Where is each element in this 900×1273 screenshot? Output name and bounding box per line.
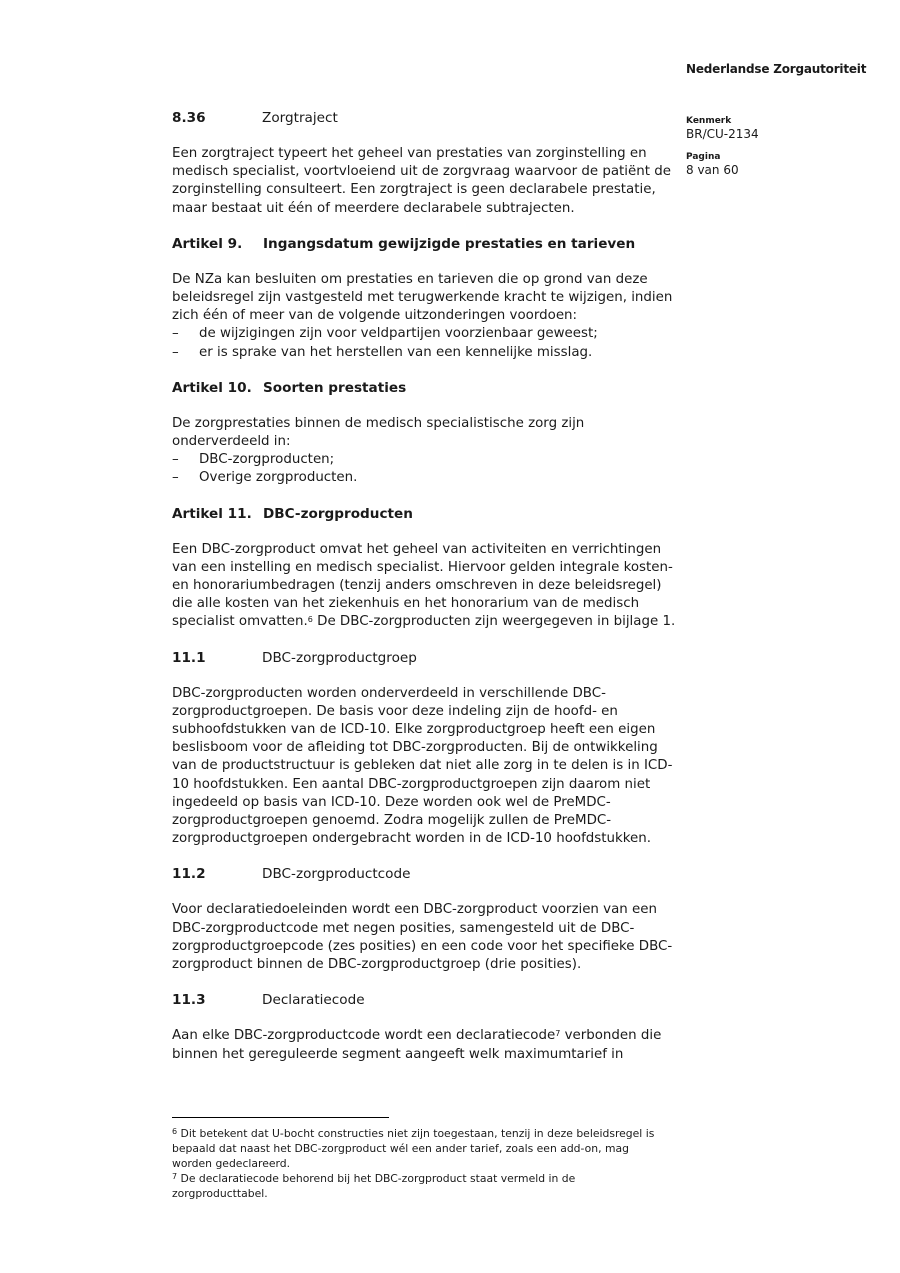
list-item: – Overige zorgproducten. [172, 470, 358, 486]
footnote-7: $^7$ De declaratiecode behorend bij het DBC-zorgproduct staat vermeld in de zorgproducttabel. [172, 1172, 576, 1200]
document-meta [686, 116, 866, 188]
section-number: 8.36 [172, 110, 206, 126]
article-9-body: De NZa kan besluiten om prestaties en tarieven die op grond van deze beleidsregel zijn vastgesteld met terugwerkende kracht te wijzigen, indien zich één of meer van de volgende uitzonderingen voordoen: [172, 271, 673, 324]
section-8-36-body: Een zorgtraject typeert het geheel van prestaties van zorginstelling en medisch specialist, voortvloeiend uit de zorgvraag waarvoor de patiënt de zorginstelling consulteert. Een zorgtraject is geen declarabele prestatie, maar bestaat uit één of meerdere declarabele subtrajecten. [172, 146, 671, 216]
list-item: – DBC-zorgproducten; [172, 452, 335, 468]
footnote-ref-7[interactable]: 7 [555, 1029, 561, 1039]
article-title: Ingangsdatum gewijzigde prestaties en tarieven [263, 235, 636, 252]
article-title: Soorten prestaties [263, 379, 407, 396]
section-11-3-body: Aan elke DBC-zorgproductcode wordt een declaratiecode$^7$ verbonden die binnen het gereguleerde segment aangeeft welk maximumtarief in [172, 1028, 662, 1062]
section-title: Zorgtraject [262, 110, 338, 126]
section-11-2-body: Voor declaratiedoeleinden wordt een DBC-zorgproduct voorzien van een DBC-zorgproductcode met negen posities, samengesteld uit de DBC-zorgproductgroepcode (zes posities) en een code voor het specifieke DBC-zorgproduct binnen de DBC-zorgproductgroep (drie posities). [172, 902, 673, 973]
article-number: Artikel 9. [172, 235, 243, 252]
section-heading-11-2 [172, 865, 680, 883]
document-body [172, 109, 680, 1064]
section-heading-11-3 [172, 991, 680, 1009]
article-11-body: Een DBC-zorgproduct omvat het geheel van activiteiten en verrichtingen van een instelling en medisch specialist. Hiervoor gelden integrale kosten- en honorariumbedragen (tenzij anders omschreven in deze beleidsregel) die alle kosten van het ziekenhuis en het honorarium van de medisch specialist omvatten.$^6$ De DBC-zorgproducten zijn weergegeven in bijlage 1. [172, 541, 676, 630]
section-title: DBC-zorgproductgroep [262, 649, 417, 666]
article-10-heading [172, 379, 680, 397]
pagina-value: 8 van 60 [686, 163, 739, 177]
article-number: Artikel 10. [172, 379, 252, 396]
footnote-divider [172, 1117, 389, 1118]
footnote-ref-6[interactable]: 6 [307, 615, 313, 625]
pagina-label: Pagina [686, 152, 721, 162]
footnotes [172, 1126, 672, 1201]
article-10-body: De zorgprestaties binnen de medisch specialistische zorg zijn onderverdeeld in: [172, 415, 585, 450]
list-item: – er is sprake van het herstellen van een kennelijke misslag. [172, 344, 593, 360]
article-9-list [172, 325, 680, 361]
list-item: – de wijzigingen zijn voor veldpartijen voorzienbaar geweest; [172, 326, 598, 342]
section-heading-11-1 [172, 649, 680, 667]
organization-name: Nederlandse Zorgautoriteit [686, 62, 867, 76]
section-heading-8-36 [172, 109, 680, 127]
kenmerk-value: BR/CU-2134 [686, 127, 759, 141]
section-number: 11.3 [172, 992, 206, 1009]
section-title: DBC-zorgproductcode [262, 866, 411, 883]
article-title: DBC-zorgproducten [263, 505, 413, 522]
section-title: Declaratiecode [262, 992, 365, 1009]
footnote-6: $^6$ Dit betekent dat U-bocht constructies niet zijn toegestaan, tenzij in deze beleidsregel is bepaald dat naast het DBC-zorgproduct wél een ander tarief, zoals een add-on, mag worden gedeclareerd. [172, 1127, 655, 1170]
article-10-list [172, 451, 680, 487]
article-9-heading [172, 235, 680, 253]
section-number: 11.1 [172, 649, 206, 666]
article-11-heading [172, 505, 680, 523]
section-number: 11.2 [172, 866, 206, 883]
article-number: Artikel 11. [172, 505, 252, 522]
kenmerk-label: Kenmerk [686, 116, 732, 126]
section-11-1-body: DBC-zorgproducten worden onderverdeeld in verschillende DBC-zorgproductgroepen. De basis voor deze indeling zijn de hoofd- en subhoofdstukken van de ICD-10. Elke zorgproductgroep heeft een eigen beslisboom voor de afleiding tot DBC-zorgproducten. Bij de ontwikkeling van de productstructuur is gebleken dat niet alle zorg in te delen is in ICD-10 hoofdstukken. Een aantal DBC-zorgproductgroepen zijn daarom niet ingedeeld op basis van ICD-10. Deze worden ook wel de PreMDC-zorgproductgroepen genoemd. Zodra mogelijk zullen de PreMDC-zorgproductgroepen ondergebracht worden in de ICD-10 hoofdstukken. [172, 685, 673, 847]
